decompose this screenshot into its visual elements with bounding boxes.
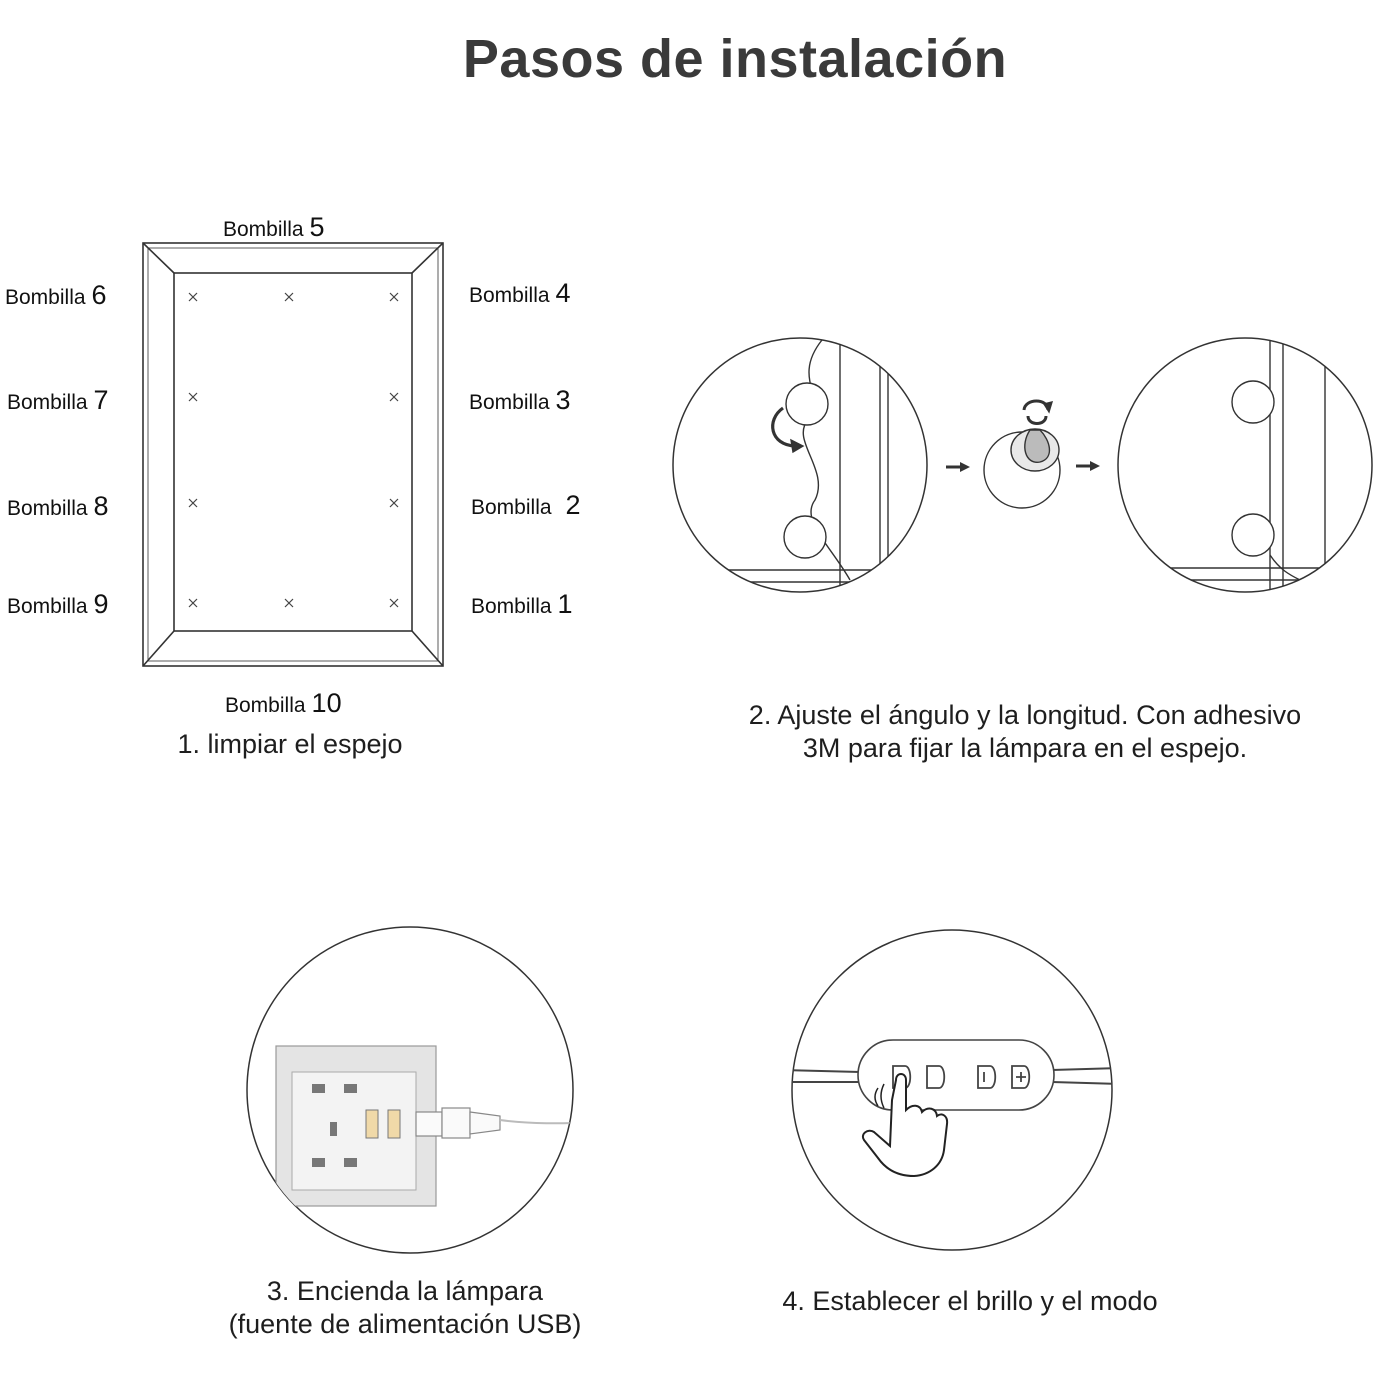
bulb-label-8: Bombilla 8 [7, 491, 109, 521]
arrow-right-icon [1076, 461, 1100, 471]
step2-left-circle [660, 335, 960, 600]
step3-circle [247, 927, 600, 1253]
page-title: Pasos de instalación [462, 29, 1008, 89]
x-mark-icon [189, 599, 197, 607]
bulb-label-1: Bombilla 1 [471, 589, 573, 619]
bulb-markers [189, 293, 398, 607]
step2-right-circle [1100, 335, 1377, 600]
step-2-caption: 2. Ajuste el ángulo y la longitud. Con adhesivo 3M para fijar la lámpara en el espejo. [748, 700, 1302, 763]
x-mark-icon [390, 599, 398, 607]
step-4-caption: 4. Establecer el brillo y el modo [782, 1286, 1158, 1316]
x-mark-icon [189, 293, 197, 301]
x-mark-icon [390, 499, 398, 507]
controller-body [858, 1040, 1054, 1110]
bulb-label-2: Bombilla 2 [471, 490, 581, 520]
x-mark-icon [285, 599, 293, 607]
bulb-label-7: Bombilla 7 [7, 385, 109, 415]
mirror-frame [143, 243, 443, 666]
adhesive-suction-cup [984, 401, 1060, 508]
step-1-caption: 1. limpiar el espejo [177, 729, 403, 759]
x-mark-icon [189, 393, 197, 401]
bulb-label-4: Bombilla 4 [469, 278, 571, 308]
x-mark-icon [390, 393, 398, 401]
bulb-label-10: Bombilla 10 [225, 688, 342, 718]
arrow-right-icon [946, 462, 970, 472]
bulb-label-3: Bombilla 3 [469, 385, 571, 415]
bulb-label-9: Bombilla 9 [7, 589, 109, 619]
x-mark-icon [189, 499, 197, 507]
x-mark-icon [390, 293, 398, 301]
bulb-label-5: Bombilla 5 [223, 212, 325, 242]
step4-circle [780, 930, 1120, 1250]
x-mark-icon [285, 293, 293, 301]
step-3-caption: 3. Encienda la lámpara (fuente de alimentación USB) [228, 1276, 582, 1339]
bulb-label-6: Bombilla 6 [5, 280, 107, 310]
